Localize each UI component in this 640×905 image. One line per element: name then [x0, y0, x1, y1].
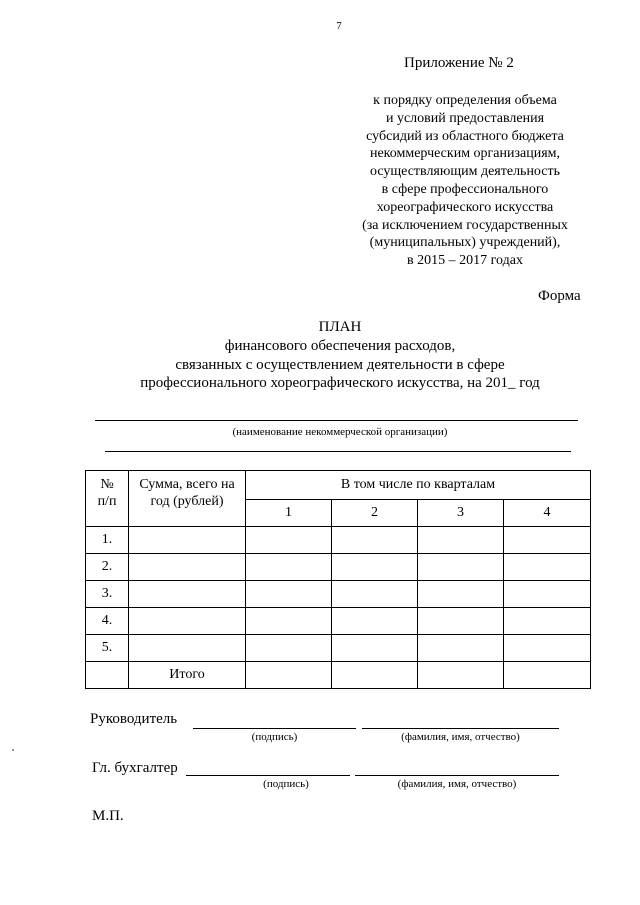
header-sum-line: Сумма, всего на	[139, 477, 235, 492]
row-number: 1.	[86, 527, 129, 554]
table-row	[86, 554, 591, 581]
appendix-line: в сфере профессионального	[381, 181, 549, 197]
head-signature-caption: (подпись)	[251, 731, 298, 743]
quarter-3-cell[interactable]	[418, 554, 504, 581]
quarter-1-cell[interactable]	[246, 527, 332, 554]
accountant-signature-caption: (подпись)	[263, 778, 309, 790]
total-label: Итого	[129, 662, 246, 689]
row-number: 2.	[86, 554, 129, 581]
organization-name-line[interactable]	[95, 420, 578, 421]
sum-cell[interactable]	[129, 527, 246, 554]
header-number-line: п/п	[97, 494, 117, 509]
header-quarter-1: 1	[246, 500, 332, 527]
organization-name-line-2[interactable]	[105, 451, 571, 452]
page-number: 7	[336, 20, 342, 32]
appendix-line: хореографического искусства	[376, 199, 554, 215]
appendix-title: Приложение № 2	[404, 55, 514, 71]
quarter-2-cell[interactable]	[332, 635, 418, 662]
plan-title-line: профессионального хореографического искусства, на 201_ год	[140, 375, 540, 392]
table-row	[86, 608, 591, 635]
head-name-line[interactable]	[362, 728, 559, 729]
row-number: 3.	[86, 581, 129, 608]
total-quarter-1-cell[interactable]	[246, 662, 332, 689]
quarter-2-cell[interactable]	[332, 608, 418, 635]
appendix-line: к порядку определения объема	[373, 93, 557, 108]
appendix-line: осуществляющим деятельность	[369, 164, 561, 180]
stamp-place: М.П.	[92, 808, 124, 824]
header-quarter-3: 3	[418, 500, 504, 527]
sum-cell[interactable]	[129, 608, 246, 635]
head-label: Руководитель	[90, 711, 178, 727]
head-signature-line[interactable]	[193, 728, 356, 729]
header-quarter-4: 4	[504, 500, 591, 527]
appendix-text	[340, 92, 590, 270]
accountant-name-line[interactable]	[355, 775, 559, 776]
header-number-line: №	[100, 477, 114, 492]
quarter-3-cell[interactable]	[418, 608, 504, 635]
appendix-line: в 2015 – 2017 годах	[407, 253, 523, 269]
total-quarter-4-cell[interactable]	[504, 662, 591, 689]
header-sum-line: год (рублей)	[150, 494, 224, 509]
appendix-line: и условий предоставления	[385, 110, 545, 126]
header-sum	[129, 471, 246, 527]
sum-cell[interactable]	[129, 554, 246, 581]
accountant-label: Гл. бухгалтер	[92, 760, 178, 776]
quarter-1-cell[interactable]	[246, 635, 332, 662]
form-label: Форма	[538, 288, 581, 304]
table-row	[86, 581, 591, 608]
appendix-line: некоммерческим организациям,	[369, 146, 561, 162]
quarter-4-cell[interactable]	[504, 581, 591, 608]
quarter-1-cell[interactable]	[246, 554, 332, 581]
quarter-1-cell[interactable]	[246, 608, 332, 635]
head-name-caption: (фамилия, имя, отчество)	[401, 731, 520, 743]
quarter-3-cell[interactable]	[418, 581, 504, 608]
total-quarter-3-cell[interactable]	[418, 662, 504, 689]
sum-cell[interactable]	[129, 635, 246, 662]
quarter-4-cell[interactable]	[504, 635, 591, 662]
total-quarter-2-cell[interactable]	[332, 662, 418, 689]
sum-cell[interactable]	[129, 581, 246, 608]
total-row	[86, 662, 591, 689]
plan-title-line: ПЛАН	[318, 319, 362, 335]
table-row	[86, 527, 591, 554]
header-number	[86, 471, 129, 527]
plan-title	[100, 318, 580, 393]
quarter-2-cell[interactable]	[332, 527, 418, 554]
header-quarters: В том числе по кварталам	[246, 471, 591, 500]
quarter-4-cell[interactable]	[504, 554, 591, 581]
quarter-3-cell[interactable]	[418, 635, 504, 662]
quarter-4-cell[interactable]	[504, 527, 591, 554]
quarter-2-cell[interactable]	[332, 554, 418, 581]
row-number: 5.	[86, 635, 129, 662]
appendix-line: субсидий из областного бюджета	[366, 128, 564, 144]
margin-mark	[12, 749, 14, 751]
accountant-signature-line[interactable]	[186, 775, 350, 776]
plan-title-line: финансового обеспечения расходов,	[224, 337, 456, 354]
accountant-name-caption: (фамилия, имя, отчество)	[397, 778, 517, 790]
table-row	[86, 635, 591, 662]
appendix-line: (муниципальных) учреждений),	[369, 235, 561, 251]
header-quarter-2: 2	[332, 500, 418, 527]
plan-table	[85, 470, 591, 689]
quarter-2-cell[interactable]	[332, 581, 418, 608]
quarter-4-cell[interactable]	[504, 608, 591, 635]
plan-title-line: связанных с осуществлением деятельности в сфере	[175, 356, 505, 373]
total-number-cell	[86, 662, 129, 689]
appendix-line: (за исключением государственных	[362, 217, 568, 233]
quarter-3-cell[interactable]	[418, 527, 504, 554]
quarter-1-cell[interactable]	[246, 581, 332, 608]
organization-caption: (наименование некоммерческой организации)	[232, 426, 448, 438]
row-number: 4.	[86, 608, 129, 635]
